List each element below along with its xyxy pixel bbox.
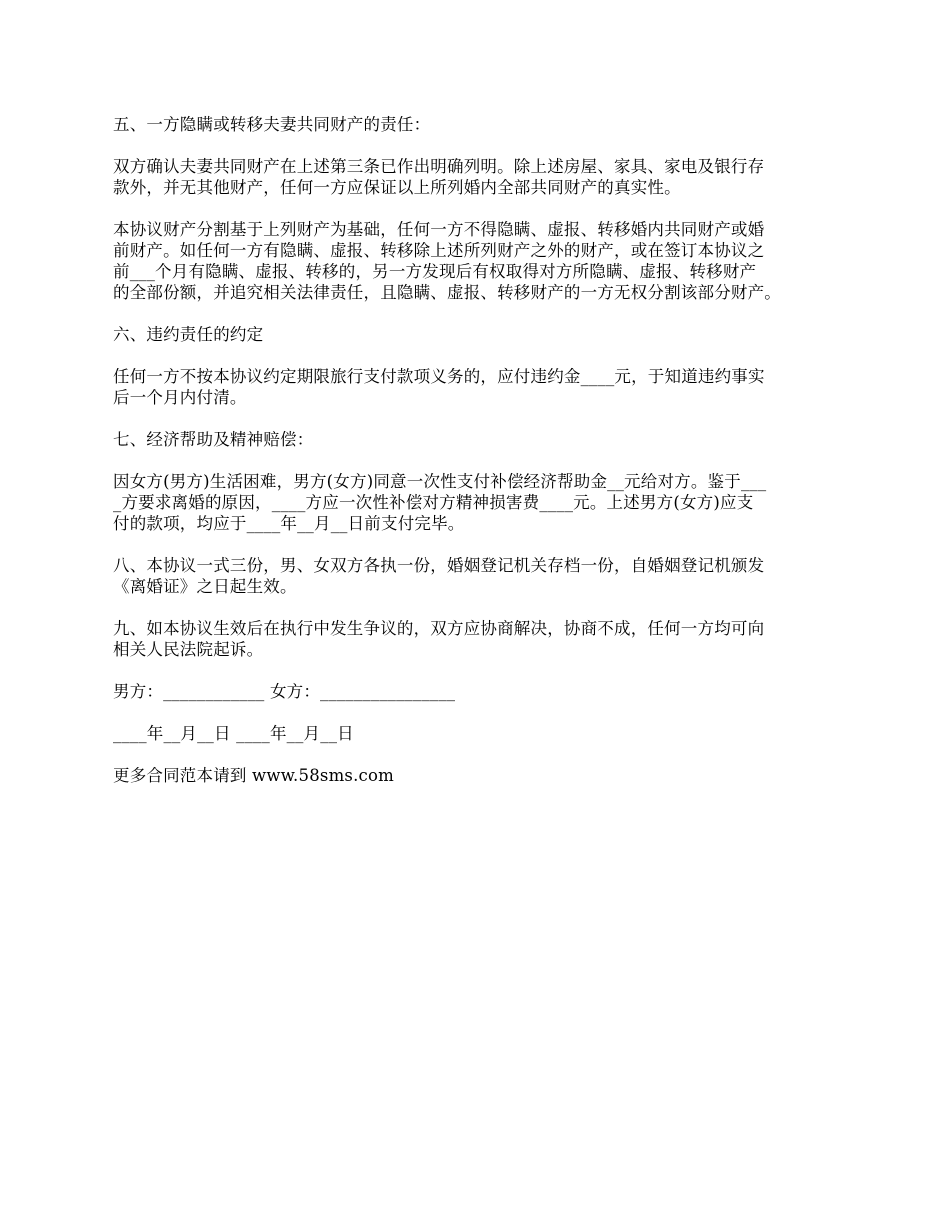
text-line: 《离婚证》之日起生效。 [113, 577, 297, 596]
footer-link-line [113, 765, 853, 786]
text-line: 任何一方不按本协议约定期限旅行支付款项义务的，应付违约金____元，于知道违约事实 [113, 367, 765, 386]
text-line: 前财产。如任何一方有隐瞒、虚报、转移除上述所列财产之外的财产，或在签订本协议之 [113, 241, 765, 260]
document-page [113, 114, 853, 807]
section-7-heading [113, 429, 853, 450]
text-line: 因女方(男方)生活困难，男方(女方)同意一次性支付补偿经济帮助金__元给对方。鉴于___ [113, 472, 767, 491]
text-line: 五、一方隐瞒或转移夫妻共同财产的责任： [113, 115, 431, 134]
text-line: 九、如本协议生效后在执行中发生争议的，双方应协商解决，协商不成，任何一方均可向 [113, 619, 765, 638]
section-9 [113, 618, 853, 660]
section-8 [113, 555, 853, 597]
text-line: 的全部份额，并追究相关法律责任，且隐瞒、虚报、转移财产的一方无权分割该部分财产。 [113, 283, 781, 302]
text-line: 七、经济帮助及精神赔偿： [113, 430, 314, 449]
text-line: 付的款项，均应于____年__月__日前支付完毕。 [113, 514, 465, 533]
text-line: 更多合同范本请到 www.58sms.com [113, 766, 394, 785]
section-6-paragraph-1 [113, 366, 853, 408]
text-line: 相关人民法院起诉。 [113, 640, 264, 659]
text-line: 本协议财产分割基于上列财产为基础，任何一方不得隐瞒、虚报、转移婚内共同财产或婚 [113, 220, 765, 239]
section-7-paragraph-1 [113, 471, 853, 534]
text-line: 前___个月有隐瞒、虚报、转移的，另一方发现后有权取得对方所隐瞒、虚报、转移财产 [113, 262, 757, 281]
text-line: 款外，并无其他财产，任何一方应保证以上所列婚内全部共同财产的真实性。 [113, 178, 681, 197]
section-6-heading [113, 324, 853, 345]
text-line: ____年__月__日 ____年__月__日 [113, 724, 354, 743]
signature-line [113, 681, 853, 702]
text-line: 八、本协议一式三份，男、女双方各执一份，婚姻登记机关存档一份，自婚姻登记机颁发 [113, 556, 765, 575]
text-line: 男方：____________ 女方：________________ [113, 682, 456, 701]
section-5-paragraph-1 [113, 156, 853, 198]
section-5-heading [113, 114, 853, 135]
date-line [113, 723, 853, 744]
text-line: _方要求离婚的原因，____方应一次性补偿对方精神损害费____元。上述男方(女方)应支 [113, 493, 754, 512]
text-line: 双方确认夫妻共同财产在上述第三条已作出明确列明。除上述房屋、家具、家电及银行存 [113, 157, 765, 176]
text-line: 六、违约责任的约定 [113, 325, 264, 344]
section-5-paragraph-2 [113, 219, 853, 303]
text-line: 后一个月内付清。 [113, 388, 247, 407]
